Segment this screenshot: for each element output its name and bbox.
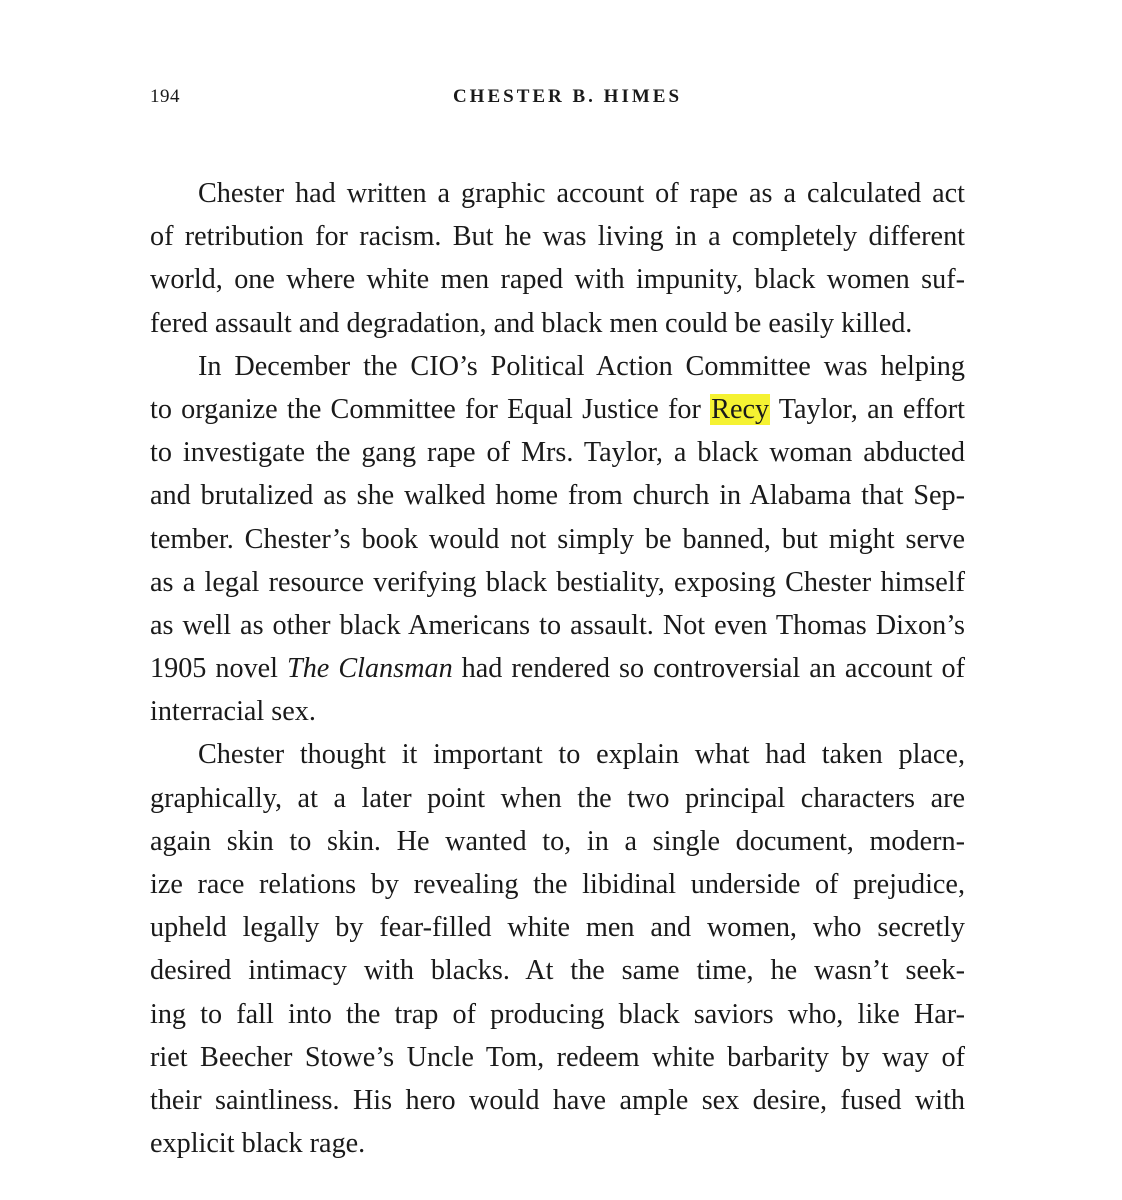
paragraph-2-line-4: and brutalized as she walked home from church in Alabama that Sep- bbox=[150, 480, 965, 512]
paragraph-2-line-2-start: to organize the Committee for Equal Justice for bbox=[150, 393, 711, 425]
paragraph-2-line-6: as a legal resource verifying black bestiality, exposing Chester himself bbox=[150, 566, 965, 598]
paragraph-3-line-6: desired intimacy with blacks. At the same time, he wasn’t seek- bbox=[150, 955, 965, 987]
paragraph-2-line-3: to investigate the gang rape of Mrs. Taylor, a black woman abducted bbox=[150, 437, 965, 469]
paragraph-3-line-5: upheld legally by fear-filled white men and women, who secretly bbox=[150, 912, 965, 944]
paragraph-2-line-1: In December the CIO’s Political Action Committee was helping bbox=[198, 350, 965, 382]
running-head-title: CHESTER B. HIMES bbox=[452, 86, 683, 107]
paragraph-2-line-8 bbox=[150, 647, 965, 690]
paragraph-3-line-9: their saintliness. His hero would have ample sex desire, fused with bbox=[150, 1084, 965, 1116]
page-number: 194 bbox=[150, 86, 180, 107]
running-head bbox=[150, 86, 965, 116]
body-text bbox=[150, 172, 965, 1165]
paragraph-2-line-8-end: had rendered so controversial an account of bbox=[452, 653, 965, 685]
paragraph-2-line-5: tember. Chester’s book would not simply be banned, but might serve bbox=[150, 523, 965, 555]
paragraph-1-line-2: of retribution for racism. But he was living in a completely different bbox=[150, 221, 965, 253]
paragraph-1-line-1: Chester had written a graphic account of rape as a calculated act bbox=[198, 178, 965, 209]
paragraph-3-line-4: ize race relations by revealing the libidinal underside of prejudice, bbox=[150, 869, 965, 900]
paragraph-3-line-3: again skin to skin. He wanted to, in a single document, modern- bbox=[150, 825, 965, 857]
paragraph-3-line-1: Chester thought it important to explain what had taken place, bbox=[198, 739, 965, 771]
highlighted-word: Recy bbox=[711, 393, 770, 425]
paragraph-2-line-7: as well as other black Americans to assault. Not even Thomas Dixon’s bbox=[150, 609, 965, 641]
paragraph-2-line-2 bbox=[150, 388, 965, 431]
paragraph-2-line-2-end: Taylor, an effort bbox=[770, 393, 965, 425]
paragraph-2-line-8-start: 1905 novel bbox=[150, 653, 288, 685]
paragraph-3-line-8: riet Beecher Stowe’s Uncle Tom, redeem white barbarity by way of bbox=[150, 1041, 965, 1073]
paragraph-3-line-7: ing to fall into the trap of producing black saviors who, like Har- bbox=[150, 998, 965, 1030]
paragraph-1-line-3: world, one where white men raped with impunity, black women suf- bbox=[150, 264, 965, 296]
paragraph-3-line-10: explicit black rage. bbox=[150, 1128, 366, 1160]
paragraph-1-line-4: fered assault and degradation, and black men could be easily killed. bbox=[150, 307, 913, 339]
paragraph-2-line-9: interracial sex. bbox=[150, 696, 316, 728]
book-title-italic: The Clansman bbox=[287, 653, 453, 685]
paragraph-3-line-2: graphically, at a later point when the two principal characters are bbox=[150, 782, 965, 814]
